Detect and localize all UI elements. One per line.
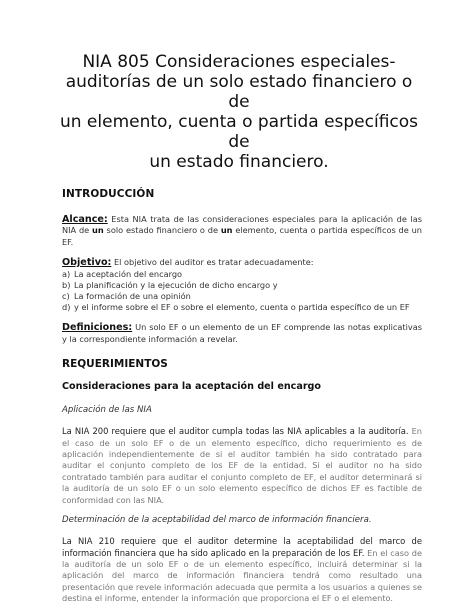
alcance-bold-un-1: un <box>92 225 104 236</box>
objetivo-list <box>62 269 422 314</box>
aceptacion-subheading: Consideraciones para la aceptación del encargo <box>62 381 322 393</box>
aplicacion-heading: Aplicación de las NIA <box>62 405 152 416</box>
objetivo-paragraph <box>62 257 422 268</box>
nia210-paragraph <box>62 536 422 604</box>
alcance-text-c: elemento, cuenta o partida específicos de un EF. <box>62 225 422 247</box>
nia210-strong-text: La NIA 210 requiere que el auditor determine la aceptabilidad del marco de información financiera que ha sido aplicado en la preparación de los EF. <box>62 536 422 558</box>
list-item <box>62 280 422 291</box>
requerimientos-heading: REQUERIMIENTOS <box>62 358 168 371</box>
definiciones-text: Un solo EF o un elemento de un EF comprende las notas explicativas y la correspondiente información a revelar. <box>62 322 422 344</box>
alcance-label: Alcance: <box>62 214 108 225</box>
title-line-2: auditorías de un solo estado financiero o de <box>65 72 413 112</box>
nia200-faint-text: En el caso de un solo EF o de un elemento específico, dicho requerimiento es de aplicación independientemente de si el auditor también ha sido contratado para auditar el conjunto completo de los EF de la entidad. Si el auditor no ha sido contratado también para auditar el conjunto completo de EF, el auditor determinará si la auditoría de un solo EF o un solo elemento específico de dichos EF es factible de conformidad con las NIA. <box>62 426 423 505</box>
list-marker: a) <box>62 268 71 279</box>
title-line-4: un estado financiero. <box>149 152 329 172</box>
list-text: La formación de una opinión <box>74 291 191 302</box>
document-title <box>56 52 422 172</box>
list-marker: d) <box>62 302 71 313</box>
alcance-text-a: Esta NIA trata de las consideraciones especiales para la aplicación de las NIA de <box>62 214 422 236</box>
nia210-faint-text: En el caso de la auditoría de un solo EF o de un elemento específico, incluirá determinar si la aplicación del marco de información financiera tendrá como resultado una presentación que revele información adecuada que permita a los usuarios a quienes se destina el informe, entender la información que proporciona el EF o el elemento. <box>62 547 422 604</box>
title-line-1: NIA 805 Consideraciones especiales- <box>82 52 396 72</box>
objetivo-section <box>62 257 422 313</box>
nia200-strong-text: La NIA 200 requiere que el auditor cumpla todas las NIA aplicables a la auditoría. <box>62 426 409 437</box>
list-marker: b) <box>62 279 71 290</box>
objetivo-text: El objetivo del auditor es tratar adecuadamente: <box>111 257 314 268</box>
alcance-text-b: solo estado financiero o de <box>103 225 221 236</box>
marco-heading: Determinación de la aceptabilidad del marco de información financiera. <box>62 515 372 526</box>
list-item <box>62 291 422 302</box>
objetivo-label: Objetivo: <box>62 257 112 269</box>
list-text: La aceptación del encargo <box>74 268 183 279</box>
alcance-paragraph <box>62 214 422 248</box>
nia200-paragraph <box>62 426 422 506</box>
list-text: La planificación y la ejecución de dicho encargo y <box>74 279 278 290</box>
definiciones-paragraph <box>62 322 422 345</box>
list-item <box>62 302 422 313</box>
definiciones-label: Definiciones: <box>62 322 133 334</box>
list-item <box>62 269 422 280</box>
list-text: y el informe sobre el EF o sobre el elemento, cuenta o partida específico de un EF <box>74 302 410 313</box>
alcance-bold-un-2: un <box>220 225 233 236</box>
list-marker: c) <box>62 291 70 302</box>
title-line-3: un elemento, cuenta o partida específicos de <box>59 112 419 152</box>
intro-heading: INTRODUCCIÓN <box>62 188 155 200</box>
